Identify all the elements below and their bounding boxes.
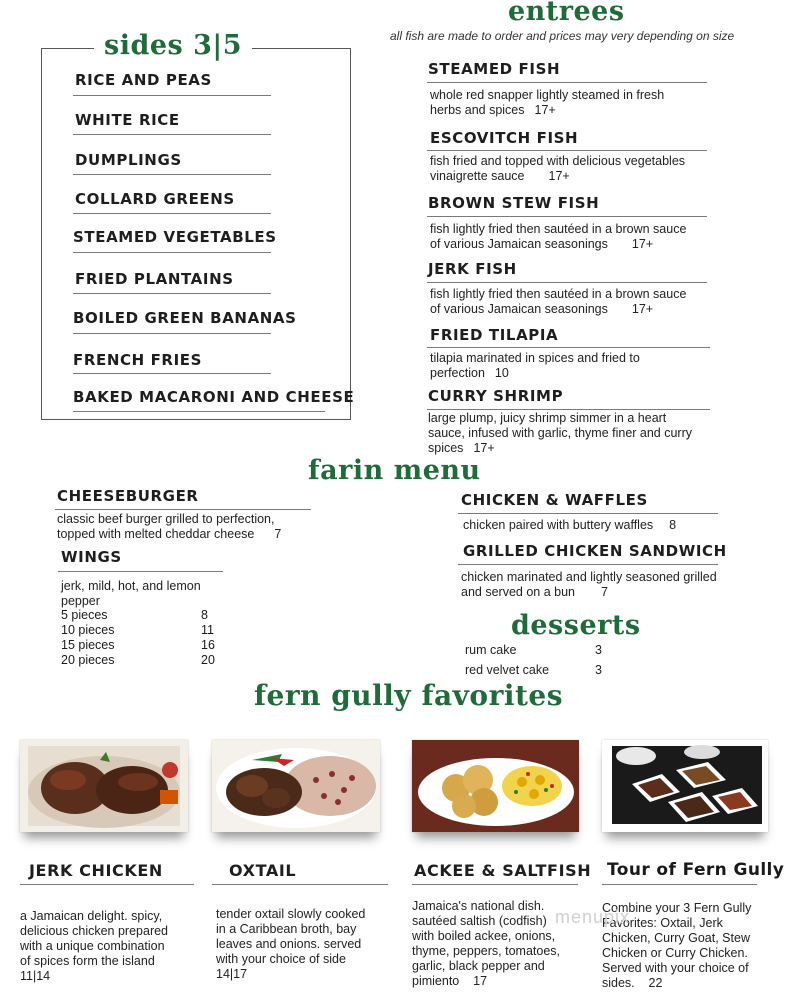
divider <box>427 347 710 348</box>
entree-name: BROWN STEW FISH <box>428 194 600 212</box>
price: 11|14 <box>20 969 51 983</box>
item-name: GRILLED CHICKEN SANDWICH <box>463 542 727 560</box>
price: 10 <box>494 366 509 380</box>
entree-desc: large plump, juicy shrimp simmer in a heart sauce, infused with garlic, thyme finer and curry spices 17+ <box>428 411 693 455</box>
divider <box>73 174 271 175</box>
entree-name: ESCOVITCH FISH <box>430 129 579 147</box>
divider <box>73 213 271 214</box>
price: 17+ <box>548 169 570 183</box>
entree-name: STEAMED FISH <box>428 60 561 78</box>
divider <box>58 571 223 572</box>
favorite-desc: tender oxtail slowly cooked in a Caribbean broth, bay leaves and onions. served with your choice of side 14|17 <box>216 907 401 982</box>
entree-desc: fish lightly fried then sautéed in a brown sauce of various Jamaican seasonings 17+ <box>430 287 687 316</box>
tour-of-fern-gully-photo <box>602 740 768 832</box>
favorite-name: Tour of Fern Gully <box>607 860 785 880</box>
side-item: BAKED MACARONI AND CHEESE <box>73 388 355 406</box>
farin-menu-title: farin menu <box>308 455 481 486</box>
divider <box>73 333 271 334</box>
wings-price-row: 10 pieces 11 <box>61 623 214 637</box>
side-item: WHITE RICE <box>75 111 180 129</box>
entrees-title: entrees <box>508 0 625 27</box>
divider <box>427 82 707 83</box>
wings-price-row: 15 pieces 16 <box>61 638 215 652</box>
price: 3 <box>595 643 602 657</box>
divider <box>602 884 757 885</box>
divider <box>73 134 271 135</box>
desserts-title: desserts <box>511 610 641 641</box>
entree-desc: fish fried and topped with delicious vegetables vinaigrette sauce 17+ <box>430 154 686 183</box>
item-desc: chicken marinated and lightly seasoned grilled and served on a bun 7 <box>461 570 717 599</box>
price: 8 <box>669 518 677 532</box>
divider <box>73 95 271 96</box>
item-name: WINGS <box>61 548 122 566</box>
divider <box>73 293 271 294</box>
entree-desc: tilapia marinated in spices and fried to perfection 10 <box>430 351 640 380</box>
price: 7 <box>274 527 282 541</box>
divider <box>427 216 707 217</box>
dessert-item: red velvet cake 3 <box>465 663 602 677</box>
divider <box>73 252 271 253</box>
favorite-name: OXTAIL <box>229 861 297 880</box>
favorite-desc: Combine your 3 Fern Gully Favorites: Oxtail, Jerk Chicken, Curry Goat, Stew Chicken or Curry Chicken. Served with your choice of sides. 22 <box>602 901 787 991</box>
entrees-note: all fish are made to order and prices may very depending on size <box>390 29 735 43</box>
divider <box>212 884 388 885</box>
divider <box>458 564 718 565</box>
item-name: CHEESEBURGER <box>57 487 199 505</box>
wings-price-row: 5 pieces 8 <box>61 608 208 622</box>
divider <box>427 282 707 283</box>
price: 3 <box>595 663 602 677</box>
side-item: BOILED GREEN BANANAS <box>73 309 297 327</box>
ackee-saltfish-photo <box>412 740 579 832</box>
divider <box>20 884 194 885</box>
divider <box>73 373 271 374</box>
side-item: RICE AND PEAS <box>75 71 212 89</box>
price: 17+ <box>631 302 654 316</box>
favorite-desc: Jamaica's national dish. sautéed saltish (codfish) with boiled ackee, onions, thyme, peppers, tomatoes, garlic, black pepper and pimiento 17 <box>412 899 592 989</box>
watermark: menupix <box>555 907 631 927</box>
side-item: COLLARD GREENS <box>75 190 235 208</box>
favorite-name: ACKEE & SALTFISH <box>414 861 592 880</box>
price: 17+ <box>473 441 495 455</box>
item-desc: classic beef burger grilled to perfection, topped with melted cheddar cheese 7 <box>57 512 282 541</box>
price: sides. 22 <box>602 976 663 990</box>
divider <box>73 411 325 412</box>
side-item: DUMPLINGS <box>75 151 182 169</box>
side-item: FRENCH FRIES <box>73 351 203 369</box>
price: 7 <box>600 585 608 599</box>
price: 17+ <box>631 237 654 251</box>
item-desc: jerk, mild, hot, and lemon pepper <box>61 579 201 608</box>
divider <box>427 409 710 410</box>
dessert-item: rum cake 3 <box>465 643 602 657</box>
wings-price-row: 20 pieces 20 <box>61 653 215 667</box>
price: pimiento 17 <box>412 974 488 988</box>
price: 14|17 <box>216 967 248 981</box>
favorite-name: JERK CHICKEN <box>29 861 163 880</box>
entree-desc: fish lightly fried then sautéed in a brown sauce of various Jamaican seasonings 17+ <box>430 222 687 251</box>
favorites-title: fern gully favorites <box>254 679 563 712</box>
divider <box>427 150 707 151</box>
divider <box>412 884 578 885</box>
sides-title: sides 3|5 <box>94 30 252 61</box>
item-name: CHICKEN & WAFFLES <box>461 491 648 509</box>
entree-name: FRIED TILAPIA <box>430 326 559 344</box>
jerk-chicken-photo <box>20 740 188 832</box>
side-item: STEAMED VEGETABLES <box>73 228 277 246</box>
divider <box>55 509 311 510</box>
side-item: FRIED PLANTAINS <box>75 270 234 288</box>
oxtail-photo <box>212 740 380 832</box>
item-desc: chicken paired with buttery waffles 8 <box>463 518 677 532</box>
favorite-desc: a Jamaican delight. spicy, delicious chicken prepared with a unique combination of spices form the island 11|14 <box>20 909 205 984</box>
entree-desc: whole red snapper lightly steamed in fresh herbs and spices 17+ <box>430 88 665 117</box>
entree-name: JERK FISH <box>428 260 517 278</box>
divider <box>458 513 718 514</box>
entree-name: CURRY SHRIMP <box>428 387 564 405</box>
price: 17+ <box>534 103 556 117</box>
